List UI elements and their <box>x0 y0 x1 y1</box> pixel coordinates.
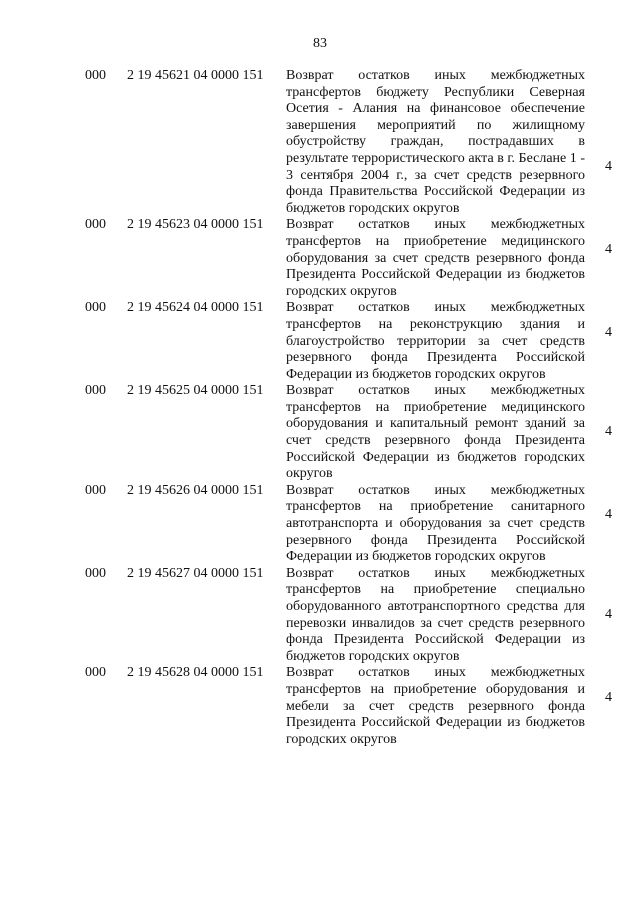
budget-code-table <box>0 68 640 748</box>
income-description: Возврат остатков иных межбюджетных трансфертов на реконструкцию здания и благоустройство территории за счет средств резервного фонда Президента Российской Федерации из бюджетов городских округов <box>286 300 585 382</box>
budget-classification-code: 2 19 45621 04 0000 151 <box>127 68 264 83</box>
admin-code: 000 <box>85 665 106 681</box>
table-row <box>0 383 640 483</box>
row-value: 4 <box>605 424 612 440</box>
admin-code: 000 <box>85 383 106 399</box>
table-row <box>0 217 640 300</box>
budget-classification-code: 2 19 45625 04 0000 151 <box>127 383 264 399</box>
income-description: Возврат остатков иных межбюджетных трансфертов на приобретение специально оборудованного автотранспортного средства для перевозки инвалидов за счет средств резервного фонда Президента Российской Федерации из бюджетов городских округов <box>286 565 585 664</box>
page-number: 83 <box>313 36 327 51</box>
table-row <box>0 665 640 748</box>
row-value: 4 <box>605 324 612 340</box>
income-description: Возврат остатков иных межбюджетных трансфертов на приобретение санитарного автотранспорта и оборудования за счет средств резервного фонда Президента Российской Федерации из бюджетов городских округов <box>286 482 585 565</box>
budget-classification-code: 2 19 45626 04 0000 151 <box>127 482 264 498</box>
table-row <box>0 300 640 383</box>
table-row <box>0 483 640 566</box>
row-value: 4 <box>605 507 612 523</box>
budget-classification-code: 2 19 45628 04 0000 151 <box>127 665 264 681</box>
budget-classification-code: 2 19 45624 04 0000 151 <box>127 300 264 316</box>
income-description: Возврат остатков иных межбюджетных трансфертов на приобретение медицинского оборудования и капитальный ремонт зданий за счет средств резервного фонда Президента Российской Федерации из бюджетов городских округов <box>286 383 585 482</box>
table-row <box>0 566 640 666</box>
admin-code: 000 <box>85 217 106 233</box>
budget-classification-code: 2 19 45627 04 0000 151 <box>127 565 264 581</box>
budget-classification-code: 2 19 45623 04 0000 151 <box>127 217 264 233</box>
income-description: Возврат остатков иных межбюджетных трансфертов на приобретение оборудования и мебели за счет средств резервного фонда Президента Российской Федерации из бюджетов городских округов <box>286 665 585 747</box>
row-value: 4 <box>605 241 612 257</box>
admin-code: 000 <box>85 68 106 83</box>
income-description: Возврат остатков иных межбюджетных трансфертов на приобретение медицинского оборудования за счет средств резервного фонда Президента Российской Федерации из бюджетов городских округов <box>286 217 585 299</box>
row-value: 4 <box>605 689 612 705</box>
row-value: 4 <box>605 606 612 622</box>
admin-code: 000 <box>85 565 106 581</box>
income-description: Возврат остатков иных межбюджетных трансфертов бюджету Республики Северная Осетия - Алания на финансовое обеспечение завершения мероприятий по жилищному обустройству граждан, пострадавших в результате террористического акта в г. Беслане 1 - 3 сентября 2004 г., за счет средств резервного фонда Правительства Российской Федерации из бюджетов городских округов <box>286 68 585 216</box>
table-row <box>0 68 640 217</box>
row-value: 4 <box>605 158 612 174</box>
admin-code: 000 <box>85 482 106 498</box>
admin-code: 000 <box>85 300 106 316</box>
